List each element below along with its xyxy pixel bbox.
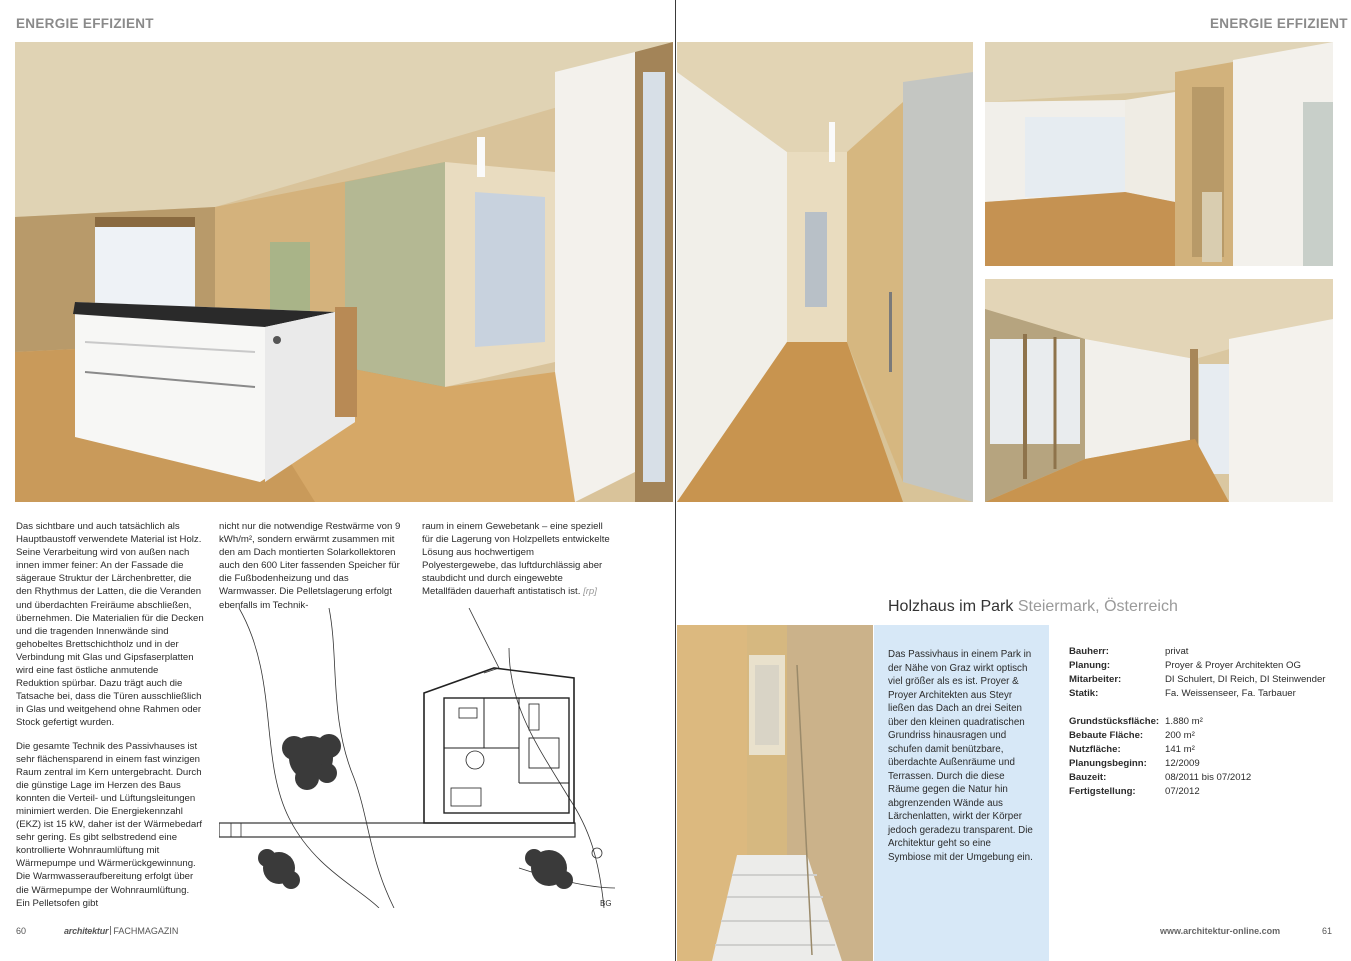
fact-row: Statik: Fa. Weissenseer, Fa. Tarbauer [1069,688,1296,699]
magazine-brand [64,926,178,936]
terrace-room-photo [985,279,1333,502]
fact-row: Planung: Proyer & Proyer Architekten OG [1069,660,1301,671]
right-page-number: 61 [1322,926,1333,936]
fact-row: Grundstücksfläche: 1.880 m² [1069,716,1203,727]
corridor-photo [677,42,973,502]
title-location: Steiermark, Österreich [1017,598,1178,615]
website-link[interactable]: www.architektur-online.com [1160,926,1281,936]
site-plan-drawing [219,608,615,908]
text-column-2 [219,520,407,622]
brand-logo-text: architektur [64,926,109,936]
living-room-photo [985,42,1333,266]
staircase-photo [677,625,873,961]
paragraph: raum in einem Gewebetank – eine speziell für die Lagerung von Holzpellets entwickelte Lösung aus hochwertigem Polyestergewebe, das luftdurchlässig aber staubdicht und durch eingewebte Metallfäden dauerhaft antistatisch ist. [rp] [422,521,610,598]
article-title [888,598,1178,616]
fact-row: Bauzeit: 08/2011 bis 07/2012 [1069,772,1252,783]
left-kicker: ENERGIE EFFIZIENT [16,16,154,31]
brand-magazine-text: FACHMAGAZIN [113,926,179,936]
paragraph: Das sichtbare und auch tatsächlich als Hauptbaustoff verwendete Material ist Holz. Seine Verarbeitung wird von außen nach innen immer feiner: An der Fassade die sägeraue Struktur der Lärchenbretter, die den Rhythmus der Latten, die die Veranden und überdachten Freiräume abschließen, übernehmen. Die Materialien für die Decken und die tragenden Innenwände sind gehobeltes Brettschichtholz und in der Verbindung mit Glas und Gipsfaserplatten wird eine fast östliche anmutende Reduktion spürbar. Dazu trägt auch die Tatsache bei, dass die Türen ausschließlich in Glas und weitgehend ohne Rahmen oder Stock gefertigt wurden. [16,521,204,729]
fact-row: Bauherr: privat [1069,646,1189,657]
fact-row: Fertigstellung: 07/2012 [1069,786,1200,797]
kitchen-interior-photo [15,42,673,502]
fact-row: Mitarbeiter: DI Schulert, DI Reich, DI Steinwender [1069,674,1326,685]
fact-row: Planungsbeginn: 12/2009 [1069,758,1200,769]
title-main: Holzhaus im Park [888,598,1014,615]
fact-row: Nutzfläche: 141 m² [1069,744,1195,755]
fact-row: Bebaute Fläche: 200 m² [1069,730,1195,741]
summary-box [874,625,1049,961]
paragraph: Die gesamte Technik des Passivhauses ist sehr flächensparend in einem fast winzigen Raum zentral im Kern untergebracht. Durch die günstige Lage im Herzen des Baus konnten die Verteil- und Lüftungsleitungen minimiert werden. Die Energiekennzahl (EKZ) ist 15 kW, daher ist der Wärmebedarf sehr gering. Es gibt selbstredend eine kontrollierte Wohnraumlüftung mit Wärmepumpe und Wärmerückgewinnung. Die Warmwasseraufbereitung erfolgt über die Wärmepumpe der Wohnraumlüftung. Ein Pelletsofen gibt [16,740,203,909]
right-kicker: ENERGIE EFFIZIENT [1210,16,1348,31]
text-column-1 [16,520,204,920]
summary-text: Das Passivhaus in einem Park in der Nähe von Graz wirkt optisch viel größer als es ist. Proyer & Proyer Architekten aus Steyr ließen das Dach an drei Seiten über den kleinen quadratischen Grundriss hinausragen und schufen damit benützbare, überdachte Außenräume und Terrassen. Durch die diese Räume gegen die Natur hin abgrenzenden Wände aus Lärchenlatten, wirkt der Körper jedoch geradezu transparent. Die Architektur geht so eine Symbiose mit der Umgebung ein. [888,649,1033,863]
text-column-3 [422,520,612,609]
page-gutter [675,0,676,961]
author-note: [rp] [583,586,597,598]
paragraph: nicht nur die notwendige Restwärme von 9 kWh/m², sondern erwärmt zusammen mit den am Dach montierten Solarkollektoren auch den 600 Liter fassenden Speicher für die Fußbodenheizung und das Warmwasser. Die Pelletslagerung erfolgt ebenfalls im Technik- [219,521,401,611]
plan-label: BG [600,899,612,908]
left-page-number: 60 [16,926,27,936]
project-facts [1069,645,1339,799]
